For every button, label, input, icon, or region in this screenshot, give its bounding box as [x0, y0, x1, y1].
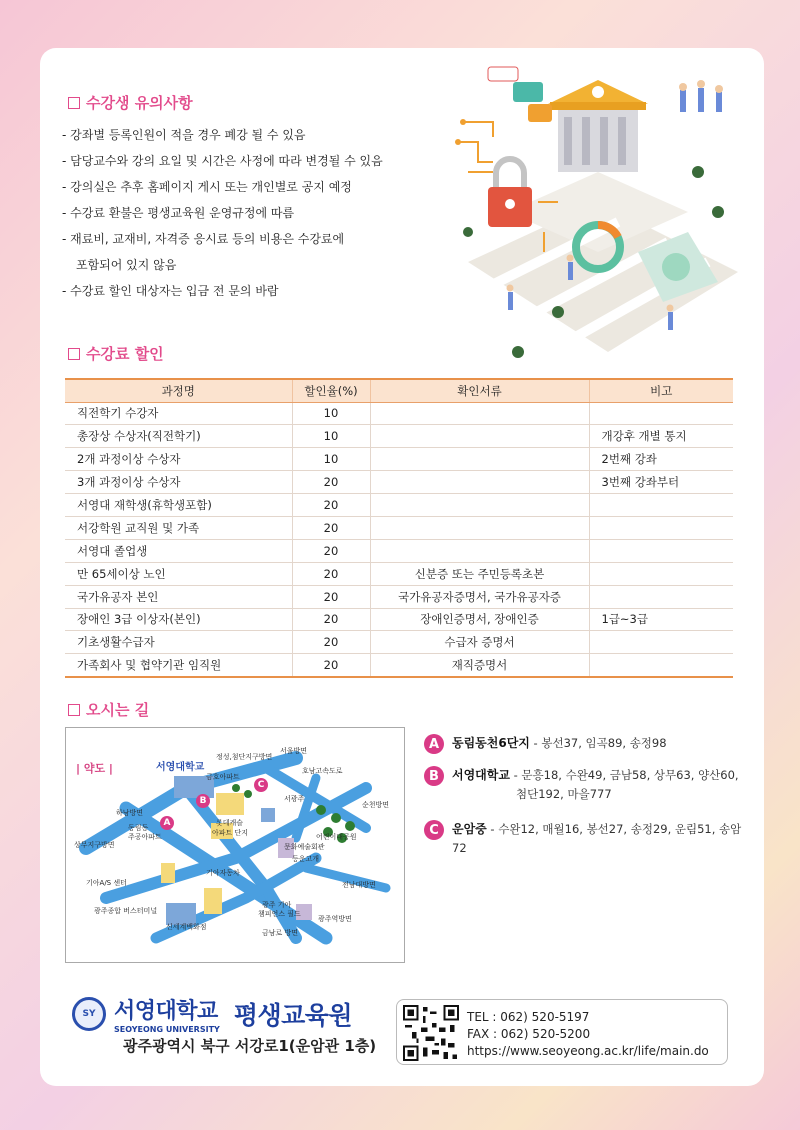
table-cell	[589, 631, 733, 654]
map-place-label: 광주 기아	[262, 901, 292, 909]
route-item	[424, 820, 754, 858]
map-place-label: 정성,첨단지구방면	[216, 753, 273, 761]
map-place-label: 기아A/S 센터	[86, 879, 127, 887]
table-header-cell: 과정명	[65, 379, 292, 402]
map-roads	[66, 728, 406, 964]
table-row	[65, 539, 733, 562]
directions-section-title: 오시는 길	[68, 699, 149, 720]
table-cell: 20	[292, 471, 370, 494]
table-cell: 2번째 강좌	[589, 448, 733, 471]
route-item	[424, 766, 754, 804]
discount-section-title: 수강료 할인	[68, 343, 164, 364]
bus-stop-name: 서영대학교	[452, 768, 510, 782]
notice-item: - 수강료 환불은 평생교육원 운영규정에 따름	[62, 206, 295, 220]
map-place-label: 동림동	[128, 824, 149, 832]
map-place-label: 챔피언스 필드	[258, 910, 301, 918]
table-cell	[370, 448, 589, 471]
map-place-label: 광주역방면	[318, 915, 352, 923]
table-row	[65, 471, 733, 494]
map-place-label: 어린이대공원	[316, 833, 357, 841]
bus-lines: - 문흥18, 수완49, 금남58, 상무63, 양산60,	[509, 768, 739, 782]
tel-number: TEL : 062) 520-5197	[467, 1010, 590, 1024]
table-header-cell: 확인서류	[370, 379, 589, 402]
table-header-cell: 할인율(%)	[292, 379, 370, 402]
route-pin-icon: B	[424, 766, 444, 786]
checkbox-square-icon	[68, 97, 80, 109]
notice-item: - 재료비, 교재비, 자격증 응시료 등의 비용은 수강료에 포함되어 있지 않음	[62, 232, 345, 272]
contact-box	[396, 999, 728, 1065]
university-logo	[72, 994, 352, 1034]
table-cell: 3번째 강좌부터	[589, 471, 733, 494]
notice-item: - 담당교수와 강의 요일 및 시간은 사정에 따라 변경될 수 있음	[62, 154, 383, 168]
bus-stop-name: 운암중	[452, 822, 487, 836]
route-item	[424, 734, 754, 753]
route-pin-icon: C	[424, 820, 444, 840]
map-tag-label: | 약도 |	[76, 762, 113, 775]
map-place-label: 문화예술회관	[284, 843, 325, 851]
table-row	[65, 585, 733, 608]
institute-name: 평생교육원	[233, 1001, 353, 1030]
table-cell: 서영대 재학생(휴학생포함)	[65, 494, 292, 517]
bus-lines: - 봉선37, 임곡89, 송정98	[529, 736, 667, 750]
map-place-label: 주공아파트	[128, 833, 162, 841]
map-place-label: 광주종합 버스터미널	[94, 907, 158, 915]
table-row	[65, 654, 733, 677]
table-row	[65, 448, 733, 471]
map-place-label: 서광주	[284, 795, 305, 803]
map-place-label: 하남방면	[116, 809, 144, 817]
table-cell	[370, 494, 589, 517]
table-row	[65, 516, 733, 539]
table-cell	[589, 562, 733, 585]
map-place-label: 서울방면	[280, 747, 308, 755]
map-pin-icon: C	[254, 778, 268, 792]
university-name: 서영대학교	[114, 999, 218, 1024]
map-place-label: 상무지구방면	[74, 841, 115, 849]
checkbox-square-icon	[68, 704, 80, 716]
map-place-label: 순천방면	[362, 801, 390, 809]
table-cell: 총장상 수상자(직전학기)	[65, 425, 292, 448]
table-cell: 서영대 졸업생	[65, 539, 292, 562]
university-name-en: SEOYEONG UNIVERSITY	[114, 1025, 220, 1034]
map-university-label: 서영대학교	[156, 762, 205, 773]
notice-item: - 강좌별 등록인원이 적을 경우 폐강 될 수 있음	[62, 128, 306, 142]
table-cell: 10	[292, 425, 370, 448]
table-cell	[589, 539, 733, 562]
table-cell: 수급자 증명서	[370, 631, 589, 654]
notice-item: - 강의실은 추후 홈페이지 게시 또는 개인별로 공지 예정	[62, 180, 352, 194]
table-cell	[589, 516, 733, 539]
table-cell: 20	[292, 631, 370, 654]
table-cell: 10	[292, 448, 370, 471]
map-place-label: 등운고개	[292, 855, 320, 863]
table-cell	[370, 516, 589, 539]
map-place-label: 신세계백화점	[166, 923, 207, 931]
map-place-label: 금호아파트	[206, 773, 240, 781]
qr-code-icon[interactable]	[403, 1005, 459, 1061]
table-cell: 20	[292, 494, 370, 517]
table-row	[65, 562, 733, 585]
map-pin-icon: A	[160, 816, 174, 830]
table-cell: 장애인 3급 이상자(본인)	[65, 608, 292, 631]
bus-lines-cont: 첨단192, 마을777	[516, 787, 612, 801]
table-cell: 국가유공자 본인	[65, 585, 292, 608]
table-cell	[589, 654, 733, 677]
table-cell	[589, 585, 733, 608]
map-place-label: 호남고속도로	[302, 767, 343, 775]
checkbox-square-icon	[68, 348, 80, 360]
table-cell	[370, 539, 589, 562]
table-cell: 신분증 또는 주민등록초본	[370, 562, 589, 585]
table-cell: 만 65세이상 노인	[65, 562, 292, 585]
table-cell: 2개 과정이상 수상자	[65, 448, 292, 471]
table-cell	[589, 402, 733, 425]
table-cell: 개강후 개별 통지	[589, 425, 733, 448]
bus-stop-name: 동림동천6단지	[452, 736, 530, 750]
table-row	[65, 494, 733, 517]
address: 광주광역시 북구 서강로1(운암관 1층)	[123, 1037, 377, 1055]
table-cell: 20	[292, 608, 370, 631]
notice-section-title: 수강생 유의사항	[68, 92, 193, 113]
table-cell: 기초생활수급자	[65, 631, 292, 654]
table-cell: 20	[292, 654, 370, 677]
table-row	[65, 402, 733, 425]
table-cell: 1급~3급	[589, 608, 733, 631]
map-pin-icon: B	[196, 794, 210, 808]
map-place-label: 기아자동차	[206, 869, 240, 877]
table-cell: 장애인증명서, 장애인증	[370, 608, 589, 631]
table-cell: 20	[292, 539, 370, 562]
map-place-label: 전남대방면	[342, 881, 376, 889]
bus-lines: - 수완12, 매월16, 봉선27, 송정29, 운림51, 송암72	[452, 822, 742, 855]
map-place-label: 금남로 방면	[262, 929, 299, 937]
notice-item: - 수강료 할인 대상자는 입금 전 문의 바람	[62, 284, 279, 298]
notice-list	[62, 122, 462, 304]
table-cell: 20	[292, 516, 370, 539]
table-cell: 국가유공자증명서, 국가유공자증	[370, 585, 589, 608]
table-header-row	[65, 379, 733, 402]
map-place-label: 아파트 단지	[212, 829, 249, 837]
university-seal-icon: SY	[72, 997, 106, 1031]
table-header-cell: 비고	[589, 379, 733, 402]
location-map	[65, 727, 405, 963]
table-cell: 직전학기 수강자	[65, 402, 292, 425]
table-row	[65, 425, 733, 448]
table-cell: 10	[292, 402, 370, 425]
fax-number: FAX : 062) 520-5200	[467, 1027, 591, 1041]
table-cell: 가족회사 및 협약기관 임직원	[65, 654, 292, 677]
table-cell: 서강학원 교직원 및 가족	[65, 516, 292, 539]
map-place-label: 롯데캐슬	[216, 819, 244, 827]
website-link[interactable]: https://www.seoyeong.ac.kr/life/main.do	[467, 1044, 709, 1058]
table-cell	[370, 402, 589, 425]
route-pin-icon: A	[424, 734, 444, 754]
table-cell: 20	[292, 585, 370, 608]
discount-table	[65, 378, 733, 678]
table-cell: 20	[292, 562, 370, 585]
city-bank-illustration	[448, 62, 738, 372]
table-row	[65, 631, 733, 654]
table-cell: 재직증명서	[370, 654, 589, 677]
table-row	[65, 608, 733, 631]
table-cell	[370, 425, 589, 448]
table-cell	[589, 494, 733, 517]
table-cell: 3개 과정이상 수상자	[65, 471, 292, 494]
table-cell	[370, 471, 589, 494]
